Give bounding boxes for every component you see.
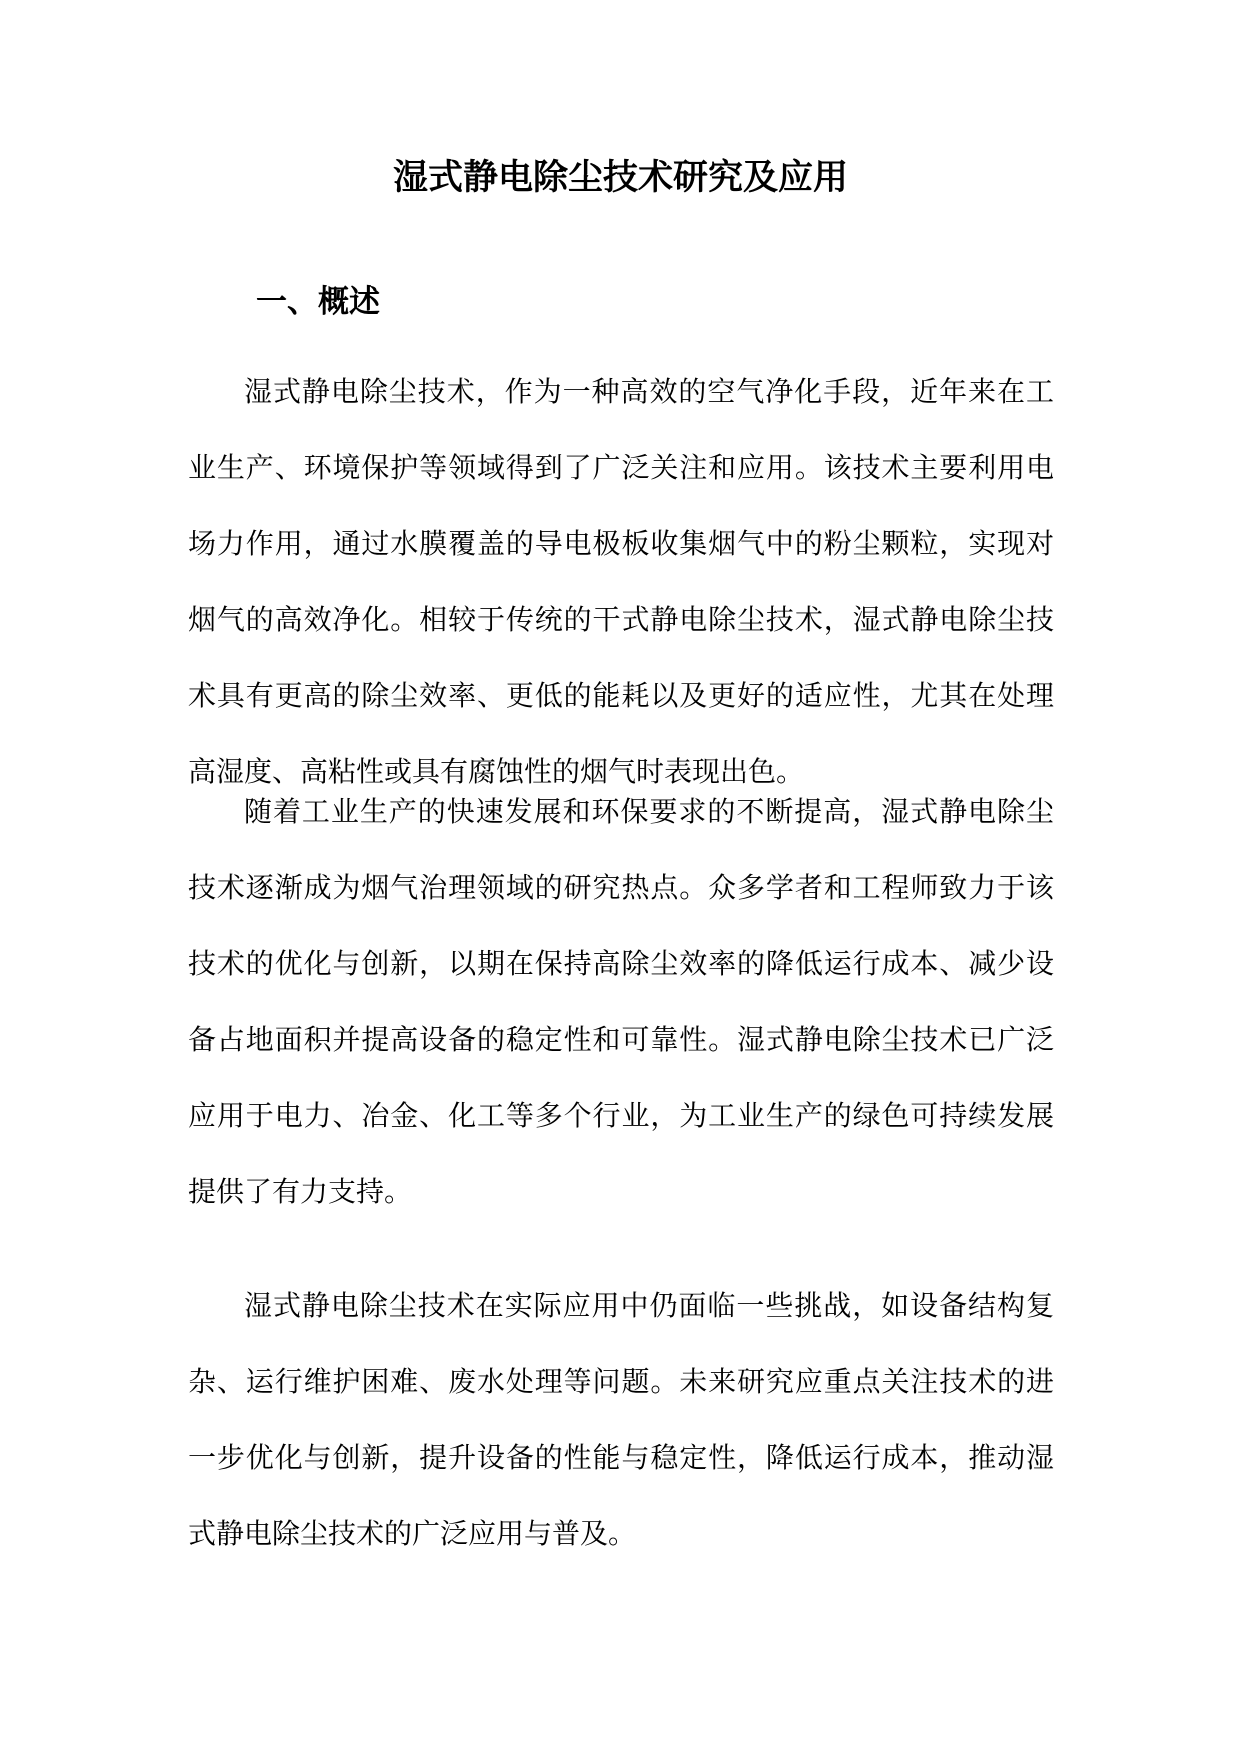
document-title: 湿式静电除尘技术研究及应用	[392, 157, 848, 198]
section-heading: 一、概述	[256, 284, 380, 320]
paragraph-2: 随着工业生产的快速发展和环保要求的不断提高，湿式静电除尘技术逐渐成为烟气治理领域的研究热点。众多学者和工程师致力于该技术的优化与创新，以期在保持高除尘效率的降低运行成本、减少设备占地面积并提高设备的稳定性和可靠性。湿式静电除尘技术已广泛应用于电力、冶金、化工等多个行业，为工业生产的绿色可持续发展提供了有力支持。	[188, 795, 1054, 1208]
paragraph-1: 湿式静电除尘技术，作为一种高效的空气净化手段，近年来在工业生产、环境保护等领域得到了广泛关注和应用。该技术主要利用电场力作用，通过水膜覆盖的导电极板收集烟气中的粉尘颗粒，实现对烟气的高效净化。相较于传统的干式静电除尘技术，湿式静电除尘技术具有更高的除尘效率、更低的能耗以及更好的适应性，尤其在处理高湿度、高粘性或具有腐蚀性的烟气时表现出色。	[188, 375, 1054, 788]
paragraph-3: 湿式静电除尘技术在实际应用中仍面临一些挑战，如设备结构复杂、运行维护困难、废水处理等问题。未来研究应重点关注技术的进一步优化与创新，提升设备的性能与稳定性，降低运行成本，推动湿式静电除尘技术的广泛应用与普及。	[188, 1289, 1054, 1550]
